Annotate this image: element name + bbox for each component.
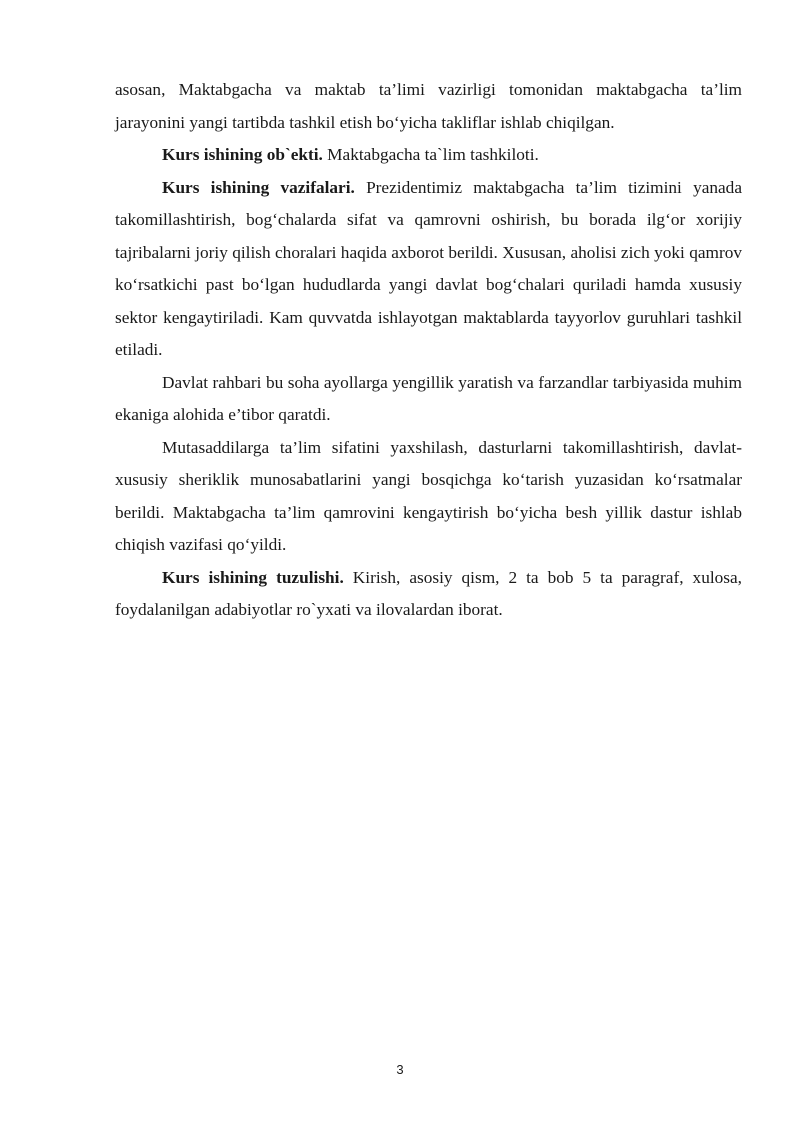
page-number: 3 (396, 1062, 404, 1077)
paragraph-instructions (115, 432, 742, 562)
paragraph-text: Prezidentimiz maktabgacha ta’lim tizimini yanada takomillashtirish, bog‘chalarda sifat va qamrovni oshirish, bu borada ilg‘or xorijiy tajribalarni joriy qilish choralari haqida axborot berildi. Xususan, aholisi zich yoki qamrov ko‘rsatkichi past bo‘lgan hududlarda yangi davlat bog‘chalari quriladi hamda xususiy sektor kengaytiriladi. Kam quvvatda ishlayotgan maktablarda tayyorlov guruhlari tashkil etiladi. (115, 177, 742, 359)
paragraph-lead: Kurs ishining ob`ekti. (162, 145, 323, 164)
paragraph-continuation (115, 74, 742, 139)
paragraph-lead: Kurs ishining vazifalari. (162, 177, 355, 197)
body-text (115, 74, 742, 627)
paragraph-text: Mutasaddilarga ta’lim sifatini yaxshilash, dasturlarni takomillashtirish, davlat-xususiy sheriklik munosabatlarini yangi bosqichga ko‘tarish yuzasidan ko‘rsatmalar berildi. Maktabgacha ta’lim qamrovini kengaytirish bo‘yicha besh yillik dastur ishlab chiqish vazifasi qo‘yildi. (115, 437, 742, 554)
paragraph-tasks (115, 172, 742, 367)
paragraph-object (115, 139, 742, 172)
paragraph-structure (115, 562, 742, 627)
paragraph-lead: Kurs ishining tuzulishi. (162, 567, 344, 587)
paragraph-attention (115, 367, 742, 432)
paragraph-text: Davlat rahbari bu soha ayollarga yengillik yaratish va farzandlar tarbiyasida muhim ekaniga alohida e’tibor qaratdi. (115, 372, 742, 424)
paragraph-text: Kirish, asosiy qism, 2 ta bob 5 ta paragraf, xulosa, foydalanilgan adabiyotlar ro`yxati va ilovalardan iborat. (115, 567, 742, 619)
paragraph-text: Maktabgacha ta`lim tashkiloti. (322, 145, 539, 164)
paragraph-text: asosan, Maktabgacha va maktab ta’limi vazirligi tomonidan maktabgacha ta’lim jarayonini yangi tartibda tashkil etish bo‘yicha takliflar ishlab chiqilgan. (115, 80, 742, 132)
